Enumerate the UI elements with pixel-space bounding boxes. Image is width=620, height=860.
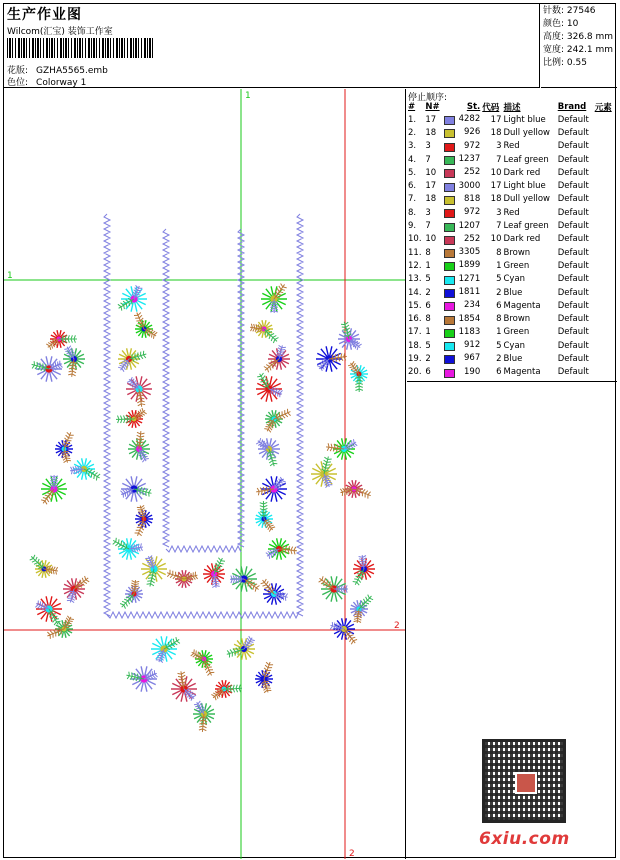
row-needle: 18 bbox=[425, 127, 437, 138]
row-brand: Default bbox=[557, 327, 589, 338]
row-brand: Default bbox=[557, 274, 589, 285]
row-needle: 10 bbox=[425, 167, 437, 178]
row-element bbox=[594, 299, 615, 312]
row-needle: 6 bbox=[425, 367, 431, 378]
row-description: Dark red bbox=[503, 167, 541, 178]
color-swatch bbox=[444, 129, 455, 138]
row-stitches: 972 bbox=[464, 140, 481, 151]
zigzag-border-left bbox=[104, 214, 110, 616]
table-row bbox=[407, 299, 615, 312]
row-element bbox=[594, 286, 615, 299]
row-description: Dark red bbox=[503, 234, 541, 245]
embroidery-canvas bbox=[4, 89, 406, 859]
row-description: Light blue bbox=[503, 114, 546, 125]
color-swatch bbox=[444, 355, 455, 364]
row-stitches: 1854 bbox=[458, 313, 481, 324]
row-code: 10 bbox=[490, 167, 502, 178]
row-index: 15. bbox=[408, 300, 422, 311]
row-needle: 3 bbox=[425, 207, 431, 218]
table-row bbox=[407, 286, 615, 299]
row-stitches-cell bbox=[443, 246, 482, 259]
guide-label-top: 1 bbox=[245, 91, 251, 101]
row-brand: Default bbox=[557, 260, 589, 271]
color-swatch bbox=[444, 236, 455, 245]
row-brand: Default bbox=[557, 314, 589, 325]
row-code: 10 bbox=[490, 234, 502, 245]
table-row bbox=[407, 113, 615, 126]
color-swatch bbox=[444, 316, 455, 325]
row-index: 4. bbox=[408, 154, 417, 165]
color-swatch bbox=[444, 196, 455, 205]
row-element bbox=[594, 326, 615, 339]
colorway-value: Colorway 1 bbox=[36, 78, 87, 88]
row-stitches: 190 bbox=[464, 366, 481, 377]
zigzag-border-inner-left bbox=[163, 229, 169, 547]
row-index: 1. bbox=[408, 114, 417, 125]
row-brand: Default bbox=[557, 234, 589, 245]
row-element bbox=[594, 140, 615, 153]
row-brand: Default bbox=[557, 167, 589, 178]
row-brand: Default bbox=[557, 207, 589, 218]
table-row bbox=[407, 312, 615, 325]
table-row bbox=[407, 153, 615, 166]
row-brand: Default bbox=[557, 340, 589, 351]
row-code: 5 bbox=[496, 274, 502, 285]
table-row bbox=[407, 166, 615, 179]
row-brand: Default bbox=[557, 247, 589, 258]
row-description: Cyan bbox=[503, 274, 526, 285]
row-stitches: 912 bbox=[464, 340, 481, 351]
col-header-code: 代码 bbox=[482, 103, 500, 113]
row-code: 17 bbox=[490, 114, 502, 125]
design-stats bbox=[541, 4, 617, 88]
row-stitches-cell bbox=[443, 193, 482, 206]
row-code: 6 bbox=[496, 300, 502, 311]
color-swatch bbox=[444, 249, 455, 258]
row-index: 9. bbox=[408, 221, 417, 232]
row-index: 6. bbox=[408, 181, 417, 192]
row-element bbox=[594, 273, 615, 286]
row-stitches-cell bbox=[443, 179, 482, 192]
row-stitches-cell bbox=[443, 352, 482, 365]
row-description: Dull yellow bbox=[503, 127, 550, 138]
row-element bbox=[594, 113, 615, 126]
row-stitches-cell bbox=[443, 366, 482, 379]
color-swatch bbox=[444, 156, 455, 165]
row-index: 10. bbox=[408, 234, 422, 245]
table-header-row bbox=[407, 101, 615, 113]
row-brand: Default bbox=[557, 114, 589, 125]
row-stitches-cell bbox=[443, 273, 482, 286]
row-stitches: 972 bbox=[464, 207, 481, 218]
row-needle: 10 bbox=[425, 234, 437, 245]
row-index: 8. bbox=[408, 207, 417, 218]
color-swatch bbox=[444, 183, 455, 192]
row-index: 3. bbox=[408, 141, 417, 152]
row-description: Light blue bbox=[503, 181, 546, 192]
row-needle: 7 bbox=[425, 154, 431, 165]
row-stitches: 967 bbox=[464, 353, 481, 364]
table-row bbox=[407, 326, 615, 339]
row-description: Dull yellow bbox=[503, 194, 550, 205]
row-element bbox=[594, 206, 615, 219]
row-element bbox=[594, 246, 615, 259]
colorway-line bbox=[7, 75, 86, 88]
table-row bbox=[407, 206, 615, 219]
table-row bbox=[407, 339, 615, 352]
row-brand: Default bbox=[557, 367, 589, 378]
row-element bbox=[594, 193, 615, 206]
row-element bbox=[594, 233, 615, 246]
guide-label-bottom: 2 bbox=[349, 849, 355, 859]
row-index: 17. bbox=[408, 327, 422, 338]
row-brand: Default bbox=[557, 141, 589, 152]
row-stitches: 234 bbox=[464, 300, 481, 311]
table-row bbox=[407, 352, 615, 365]
barcode-graphic bbox=[7, 38, 155, 58]
row-needle: 5 bbox=[425, 340, 431, 351]
leaf-motif bbox=[344, 629, 357, 644]
row-code: 17 bbox=[490, 181, 502, 192]
row-stitches: 1183 bbox=[458, 326, 481, 337]
row-stitches-cell bbox=[443, 233, 482, 246]
row-brand: Default bbox=[557, 353, 589, 364]
design-width: 宽度: 242.1 mm bbox=[543, 45, 614, 55]
row-brand: Default bbox=[557, 300, 589, 311]
row-needle: 1 bbox=[425, 260, 431, 271]
row-description: Brown bbox=[503, 314, 531, 325]
production-sheet bbox=[3, 3, 616, 858]
row-index: 19. bbox=[408, 353, 422, 364]
stitch-count: 针数: 27546 bbox=[543, 6, 596, 16]
row-stitches-cell bbox=[443, 153, 482, 166]
row-stitches-cell bbox=[443, 219, 482, 232]
row-element bbox=[594, 153, 615, 166]
row-stitches-cell bbox=[443, 140, 482, 153]
col-header-needle: N# bbox=[425, 102, 440, 112]
row-code: 5 bbox=[496, 340, 502, 351]
color-swatch bbox=[444, 116, 455, 125]
row-index: 16. bbox=[408, 314, 422, 325]
col-header-description: 描述 bbox=[503, 103, 521, 113]
row-needle: 8 bbox=[425, 314, 431, 325]
col-header-brand: Brand bbox=[557, 102, 587, 112]
leaf-motif bbox=[46, 338, 59, 350]
row-code: 2 bbox=[496, 287, 502, 298]
panel-divider bbox=[407, 381, 617, 382]
leaf-motif bbox=[264, 359, 279, 372]
row-index: 13. bbox=[408, 274, 422, 285]
embroidery-motifs bbox=[30, 214, 375, 732]
row-description: Brown bbox=[503, 247, 531, 258]
row-element bbox=[594, 312, 615, 325]
row-index: 12. bbox=[408, 260, 422, 271]
guide-label-left: 1 bbox=[7, 271, 13, 281]
table-row bbox=[407, 179, 615, 192]
row-code: 2 bbox=[496, 353, 502, 364]
row-brand: Default bbox=[557, 287, 589, 298]
row-needle: 18 bbox=[425, 194, 437, 205]
zigzag-border-right bbox=[297, 214, 303, 616]
row-needle: 7 bbox=[425, 221, 431, 232]
row-code: 7 bbox=[496, 154, 502, 165]
row-stitches: 926 bbox=[464, 127, 481, 138]
row-stitches: 1237 bbox=[458, 154, 481, 165]
leaf-motif bbox=[257, 373, 270, 389]
row-index: 7. bbox=[408, 194, 417, 205]
design-file-value: GZHA5565.emb bbox=[36, 66, 108, 76]
row-stitches: 1207 bbox=[458, 220, 481, 231]
row-code: 3 bbox=[496, 141, 502, 152]
row-stitches-cell bbox=[443, 113, 482, 126]
row-stitches-cell bbox=[443, 312, 482, 325]
row-code: 18 bbox=[490, 194, 502, 205]
row-stitches-cell bbox=[443, 286, 482, 299]
row-element bbox=[594, 126, 615, 139]
col-header-stitches: St. bbox=[466, 102, 481, 112]
row-brand: Default bbox=[557, 181, 589, 192]
table-row bbox=[407, 140, 615, 153]
row-stitches-cell bbox=[443, 126, 482, 139]
row-description: Blue bbox=[503, 353, 523, 364]
row-index: 14. bbox=[408, 287, 422, 298]
zigzag-border-inner-bottom bbox=[166, 546, 241, 552]
row-index: 11. bbox=[408, 247, 422, 258]
qr-code bbox=[482, 739, 566, 823]
row-description: Magenta bbox=[503, 367, 541, 378]
row-stitches: 818 bbox=[464, 193, 481, 204]
row-stitches-cell bbox=[443, 339, 482, 352]
color-swatch bbox=[444, 143, 455, 152]
table-row bbox=[407, 126, 615, 139]
row-description: Cyan bbox=[503, 340, 526, 351]
guide-label-right: 2 bbox=[394, 621, 400, 631]
zigzag-border-bottom bbox=[107, 612, 299, 618]
row-stitches: 252 bbox=[464, 167, 481, 178]
row-needle: 3 bbox=[425, 141, 431, 152]
thread-sequence-table bbox=[407, 101, 615, 379]
row-stitches-cell bbox=[443, 206, 482, 219]
row-element bbox=[594, 352, 615, 365]
row-description: Leaf green bbox=[503, 221, 549, 232]
row-description: Leaf green bbox=[503, 154, 549, 165]
row-description: Red bbox=[503, 207, 520, 218]
design-scale: 比例: 0.55 bbox=[543, 58, 587, 68]
color-count: 颜色: 10 bbox=[543, 19, 579, 29]
row-stitches: 3000 bbox=[458, 180, 481, 191]
watermark-site: 6xiu.com bbox=[479, 829, 570, 849]
row-description: Green bbox=[503, 327, 530, 338]
sequence-title: 停止顺序: bbox=[408, 93, 448, 103]
row-needle: 8 bbox=[425, 247, 431, 258]
leaf-motif bbox=[74, 576, 89, 589]
row-code: 8 bbox=[496, 247, 502, 258]
color-swatch bbox=[444, 369, 455, 378]
row-index: 18. bbox=[408, 340, 422, 351]
color-swatch bbox=[444, 302, 455, 311]
row-stitches: 1811 bbox=[458, 287, 481, 297]
color-swatch bbox=[444, 342, 455, 351]
row-code: 8 bbox=[496, 314, 502, 325]
col-header-element: 元素 bbox=[594, 103, 612, 113]
row-needle: 5 bbox=[425, 274, 431, 285]
row-needle: 17 bbox=[425, 114, 437, 125]
color-swatch bbox=[444, 276, 455, 285]
row-brand: Default bbox=[557, 127, 589, 138]
row-code: 1 bbox=[496, 260, 502, 271]
row-brand: Default bbox=[557, 194, 589, 205]
row-stitches-cell bbox=[443, 299, 482, 312]
sheet-header bbox=[4, 4, 540, 88]
design-height: 高度: 326.8 mm bbox=[543, 32, 614, 42]
row-element bbox=[594, 366, 615, 379]
row-description: Magenta bbox=[503, 300, 541, 311]
row-code: 1 bbox=[496, 327, 502, 338]
row-index: 2. bbox=[408, 127, 417, 138]
row-stitches-cell bbox=[443, 259, 482, 272]
row-element bbox=[594, 166, 615, 179]
page-title: 生产作业图 bbox=[7, 7, 82, 23]
row-element bbox=[594, 259, 615, 272]
row-needle: 2 bbox=[425, 287, 431, 298]
row-stitches-cell bbox=[443, 326, 482, 339]
row-description: Green bbox=[503, 260, 530, 271]
row-needle: 6 bbox=[425, 300, 431, 311]
row-needle: 17 bbox=[425, 181, 437, 192]
color-swatch bbox=[444, 209, 455, 218]
colorway-label: 色位: bbox=[7, 78, 29, 88]
table-row bbox=[407, 193, 615, 206]
thread-sequence-panel bbox=[407, 89, 617, 859]
row-code: 6 bbox=[496, 367, 502, 378]
row-brand: Default bbox=[557, 154, 589, 165]
table-row bbox=[407, 219, 615, 232]
col-header-index: # bbox=[408, 102, 416, 112]
color-swatch bbox=[444, 289, 455, 298]
row-stitches: 3305 bbox=[458, 247, 481, 258]
row-stitches-cell bbox=[443, 166, 482, 179]
row-code: 18 bbox=[490, 127, 502, 138]
row-stitches: 1271 bbox=[458, 273, 481, 284]
row-code: 7 bbox=[496, 221, 502, 232]
company-name: Wilcom(汇宝) 装饰工作室 bbox=[7, 27, 113, 37]
color-swatch bbox=[444, 169, 455, 178]
seal-stamp bbox=[515, 772, 537, 794]
row-needle: 1 bbox=[425, 327, 431, 338]
row-element bbox=[594, 219, 615, 232]
row-element bbox=[594, 179, 615, 192]
row-element bbox=[594, 339, 615, 352]
table-row bbox=[407, 259, 615, 272]
row-stitches: 4282 bbox=[458, 114, 481, 125]
row-stitches: 252 bbox=[464, 233, 481, 244]
embroidery-design-preview bbox=[4, 89, 406, 859]
row-code: 3 bbox=[496, 207, 502, 218]
table-row bbox=[407, 233, 615, 246]
table-row bbox=[407, 246, 615, 259]
row-stitches: 1899 bbox=[458, 260, 481, 271]
row-description: Red bbox=[503, 141, 520, 152]
row-needle: 2 bbox=[425, 353, 431, 364]
row-brand: Default bbox=[557, 221, 589, 232]
design-label: 花版: bbox=[7, 66, 29, 76]
table-row bbox=[407, 366, 615, 379]
row-index: 5. bbox=[408, 167, 417, 178]
leaf-motif bbox=[261, 579, 274, 594]
table-row bbox=[407, 273, 615, 286]
color-swatch bbox=[444, 329, 455, 338]
row-index: 20. bbox=[408, 367, 422, 378]
color-swatch bbox=[444, 262, 455, 271]
row-description: Blue bbox=[503, 287, 523, 298]
leaf-motif bbox=[353, 569, 365, 585]
color-swatch bbox=[444, 223, 455, 232]
